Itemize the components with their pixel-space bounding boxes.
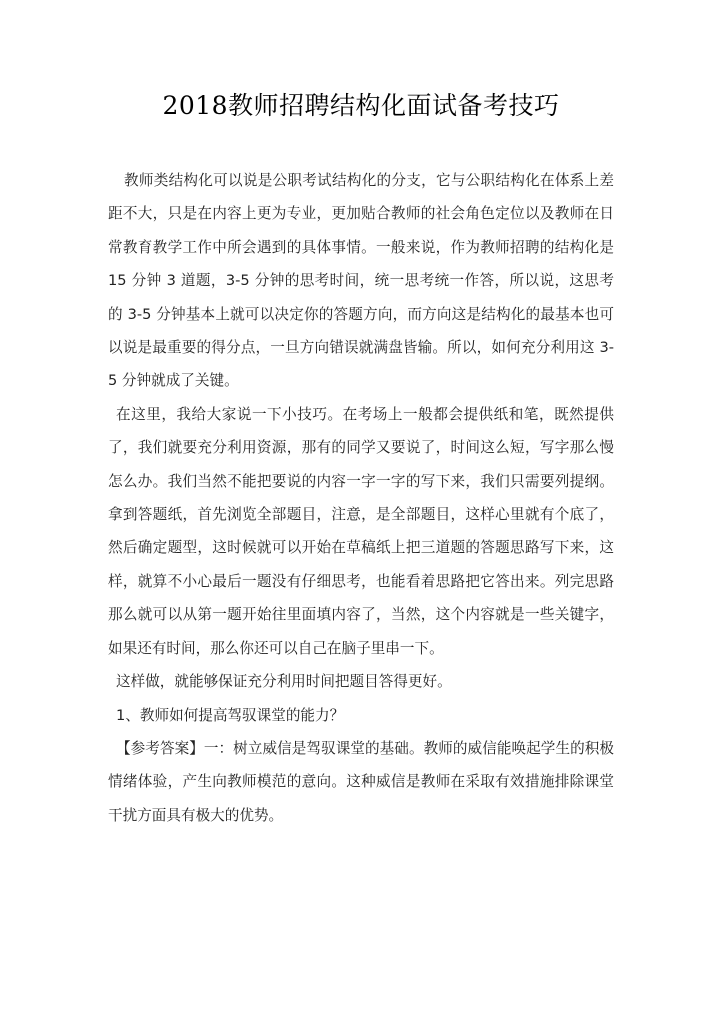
document-body bbox=[108, 164, 614, 832]
paragraph-answer bbox=[108, 732, 614, 832]
paragraph-intro: 教师类结构化可以说是公职考试结构化的分支，它与公职结构化在体系上差距不大，只是在内容上更为专业，更加贴合教师的社会角色定位以及教师在日常教育教学工作中所会遇到的具体事情。一般来说，作为教师招聘的结构化是 15 分钟 3 道题，3-5 分钟的思考时间，统一思考统一作答，所以说，这思考的 3-5 分钟基本上就可以决定你的答题方向，而方向这是结构化的最基本也可以说是最重要的得分点，一旦方向错误就满盘皆输。所以，如何充分利用这 3-5 分钟就成了关键。 bbox=[108, 172, 614, 390]
paragraph-summary: 这样做，就能够保证充分利用时间把题目答得更好。 bbox=[116, 673, 452, 691]
question-heading: 1、教师如何提高驾驭课堂的能力？ bbox=[116, 706, 345, 724]
document-title: 2018教师招聘结构化面试备考技巧 bbox=[162, 91, 560, 120]
answer-label: 【参考答案】 bbox=[116, 739, 204, 757]
answer-text: 一：树立威信是驾驭课堂的基础。教师的威信能唤起学生的积极情绪体验，产生向教师模范的意向。这种威信是教师在采取有效措施排除课堂干扰方面具有极大的优势。 bbox=[108, 739, 614, 824]
paragraph-tips: 在这里，我给大家说一下小技巧。在考场上一般都会提供纸和笔，既然提供了，我们就要充分利用资源，那有的同学又要说了，时间这么短，写字那么慢怎么办。我们当然不能把要说的内容一字一字的写下来，我们只需要列提纲。拿到答题纸，首先浏览全部题目，注意，是全部题目，这样心里就有个底了，然后确定题型，这时候就可以开始在草稿纸上把三道题的答题思路写下来，这样，就算不小心最后一题没有仔细思考，也能看着思路把它答出来。列完思路那么就可以从第一题开始往里面填内容了，当然，这个内容就是一些关键字，如果还有时间，那么你还可以自己在脑子里串一下。 bbox=[108, 405, 614, 657]
